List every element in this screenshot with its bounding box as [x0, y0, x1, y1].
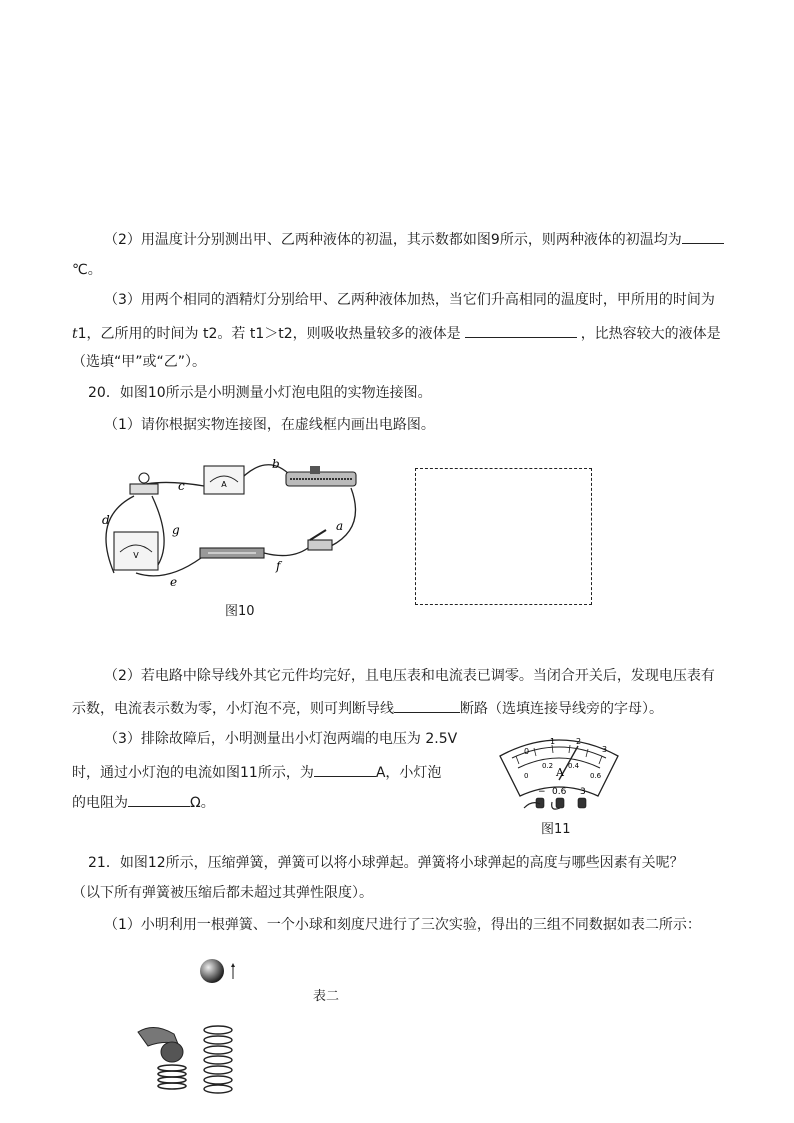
q20-part2-line2	[72, 698, 663, 718]
q20-current-blank[interactable]	[314, 762, 376, 777]
wire-label-b: b	[272, 457, 280, 471]
q19-part3-seg4: 1＞t	[255, 326, 284, 342]
q20-part1: （1）请你根据实物连接图，在虚线框内画出电路图。	[104, 417, 435, 433]
wire-label-f: f	[276, 559, 281, 573]
q19-temp-blank[interactable]	[682, 229, 724, 244]
terminal-label-3: 3	[580, 787, 586, 797]
upper-tick-1: 1	[550, 737, 556, 746]
lamp-holder	[130, 484, 158, 494]
q19-part3-seg5: 2，则吸收热量较多的液体是	[283, 326, 461, 342]
figure-11-caption: 图11	[541, 822, 571, 837]
q21-note: （以下所有弹簧被压缩后都未超过其弹性限度）。	[72, 885, 373, 901]
wire-label-e: e	[170, 575, 178, 589]
voltmeter-letter: V	[133, 551, 139, 560]
q19-part3-line3: （选填“甲”或“乙”）。	[72, 354, 207, 370]
lower-tick-0: 0	[524, 772, 529, 780]
q20-title: 20．如图10所示是小明测量小灯泡电阻的实物连接图。	[88, 385, 432, 401]
q20-part2-seg2: 断路（选填连接导线旁的字母）。	[460, 701, 663, 717]
q20-part3-seg4: Ω。	[190, 795, 215, 811]
q19-part3-seg2: 1，乙所用的时间为 t	[77, 326, 209, 342]
upper-tick-2: 2	[576, 737, 582, 746]
terminal-label-0.6: 0.6	[552, 787, 567, 797]
compressed-ball-icon	[161, 1042, 183, 1062]
q21-part1: （1）小明利用一根弹簧、一个小球和刻度尺进行了三次实验，得出的三组不同数据如表二所示：	[104, 917, 701, 933]
q19-part3-seg3: 2。若 t	[208, 326, 256, 342]
circuit-drawing-box[interactable]	[415, 468, 592, 605]
lower-tick-2: 0.4	[568, 762, 580, 770]
figure-10-caption: 图10	[225, 604, 255, 619]
upper-tick-0: 0	[524, 747, 530, 756]
q20-part3-seg2: A，小灯泡	[375, 765, 442, 781]
q20-resistance-blank[interactable]	[128, 792, 190, 807]
q21-title: 21．如图12所示，压缩弹簧，弹簧可以将小球弹起。弹簧将小球弹起的高度与哪些因素有关呢？	[88, 855, 684, 871]
upper-tick-3: 3	[602, 745, 608, 754]
terminal-06-icon	[556, 798, 564, 808]
relaxed-spring-icon	[204, 1026, 232, 1093]
q20-wire-blank[interactable]	[394, 698, 460, 713]
ammeter-letter: A	[221, 480, 227, 489]
spring-figure	[134, 1022, 244, 1094]
q19-heat-blank[interactable]	[465, 323, 577, 338]
lower-tick-1: 0.2	[542, 762, 554, 770]
ammeter-dial-figure-11	[494, 734, 624, 814]
circuit-figure-10	[96, 448, 376, 588]
q20-part3-line1: （3）排除故障后，小明测量出小灯泡两端的电压为 2.5V	[104, 731, 458, 747]
compressed-spring-icon	[158, 1065, 186, 1089]
wire-label-d: d	[102, 513, 110, 527]
wire-label-a: a	[336, 519, 344, 533]
wire-label-c: c	[178, 479, 185, 493]
q19-part3-seg6: ，比热容较大的液体是	[580, 326, 721, 342]
bulb-icon	[139, 473, 149, 483]
q20-part2-line1: （2）若电路中除导线外其它元件均完好，且电压表和电流表已调零。当闭合开关后，发现电压表有	[104, 668, 715, 684]
q19-part2-text: （2）用温度计分别测出甲、乙两种液体的初温，其示数都如图9所示，则两种液体的初温均为	[104, 232, 682, 248]
terminal-3-icon	[578, 798, 586, 808]
t1-symbol: t	[72, 326, 78, 342]
q20-part2-seg1: 示数，电流表示数为零，小灯泡不亮，则可判断导线	[72, 701, 394, 717]
q20-part3-line3	[72, 792, 215, 812]
q20-part3-line2	[72, 762, 441, 782]
switch-icon	[308, 540, 332, 550]
dial-unit: A	[556, 766, 564, 779]
wire-label-g: g	[172, 523, 180, 537]
q20-part3-seg1: 时，通过小灯泡的电流如图11所示，为	[72, 765, 314, 781]
q19-part2	[104, 229, 724, 249]
q19-part2-unit: ℃。	[72, 262, 102, 278]
q19-part3-line2	[72, 323, 721, 343]
q19-part3-line1: （3）用两个相同的酒精灯分别给甲、乙两种液体加热，当它们升高相同的温度时，甲所用的时间为	[104, 292, 715, 308]
lower-tick-3: 0.6	[590, 772, 602, 780]
table-2-caption: 表二	[313, 989, 340, 1004]
ball-figure	[198, 955, 238, 991]
terminal-label-neg: −	[538, 787, 546, 797]
ball-icon	[200, 959, 224, 983]
q20-part3-seg3: 的电阻为	[72, 795, 128, 811]
